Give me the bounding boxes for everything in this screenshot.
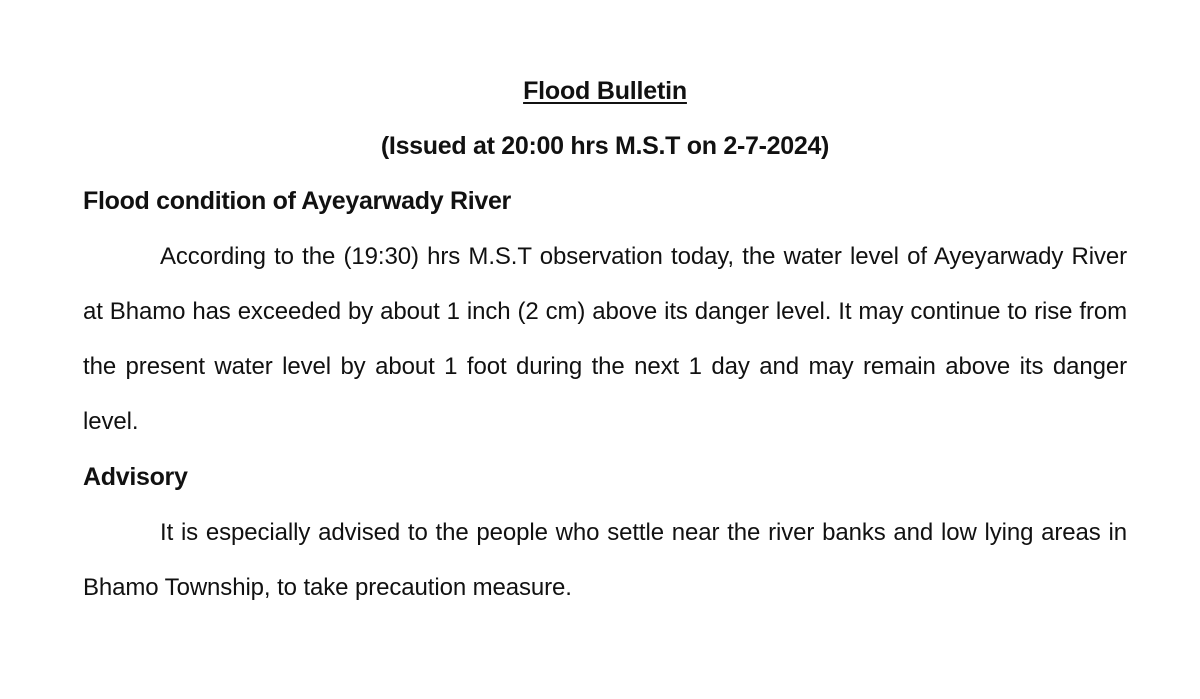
advisory-paragraph: It is especially advised to the people who settle near the river banks and low lying areas in Bhamo Township, to take precaution measure. [83, 519, 1127, 601]
flood-condition-paragraph: According to the (19:30) hrs M.S.T observation today, the water level of Ayeyarwady River at Bhamo has exceeded by about 1 inch (2 cm) above its danger level. It may continue to rise from the present water level by about 1 foot during the next 1 day and may remain above its danger level. [83, 243, 1127, 435]
bulletin-title: Flood Bulletin [523, 77, 687, 105]
flood-condition-heading: Flood condition of Ayeyarwady River [83, 187, 511, 215]
issued-timestamp: (Issued at 20:00 hrs M.S.T on 2-7-2024) [380, 132, 830, 160]
advisory-heading: Advisory [83, 463, 188, 491]
